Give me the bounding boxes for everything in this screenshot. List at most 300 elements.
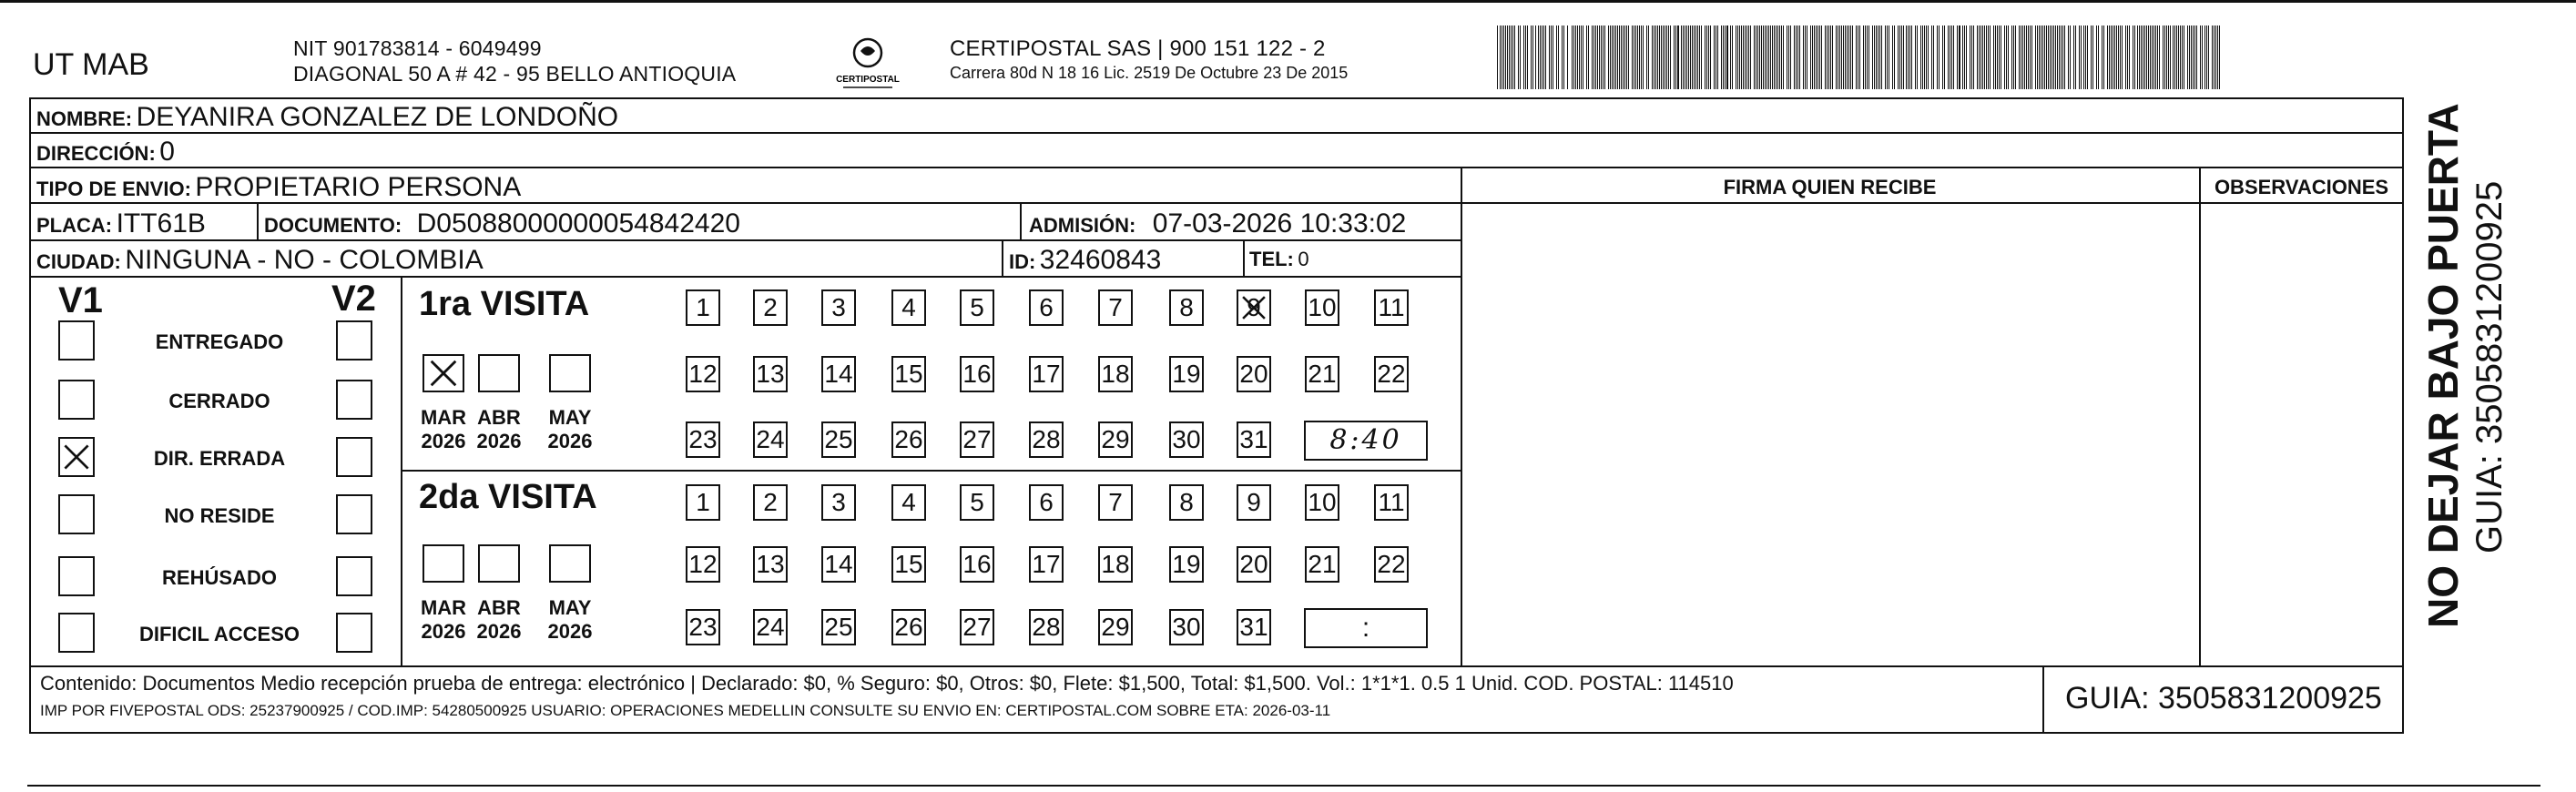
day-box[interactable] — [960, 609, 994, 645]
day-box[interactable] — [753, 356, 788, 392]
barcode-bar — [2037, 25, 2038, 89]
visit2-time[interactable] — [1304, 608, 1428, 648]
barcode-bar — [1497, 25, 1498, 89]
barcode-bar — [1783, 25, 1784, 89]
barcode-bar — [1765, 25, 1766, 89]
barcode-bar — [2137, 25, 2138, 89]
footer-contenido: Contenido: Documentos Medio recepción prueba de entrega: electrónico | Declarado: $0, % Seguro: $0, Otros: $0, Flete: $1,500, Total: $1,500. Vol.: 1*1*1. 0.5 1 Unid. COD. POSTAL: 114510 — [40, 672, 1734, 695]
month-year: 2026 — [547, 430, 593, 452]
day-box[interactable] — [686, 421, 720, 458]
day-box[interactable] — [821, 289, 856, 326]
day-number: 19 — [1172, 360, 1201, 388]
barcode-bar — [1805, 25, 1806, 89]
day-box[interactable] — [1305, 356, 1339, 392]
barcode-bar — [2116, 25, 2117, 89]
barcode-bar — [1959, 25, 1960, 89]
barcode-bar — [1971, 25, 1972, 89]
v1-checkbox[interactable] — [58, 613, 95, 653]
tel-field — [1249, 248, 1309, 271]
month-year: 2026 — [421, 620, 466, 643]
day-number: 28 — [1032, 613, 1061, 641]
barcode-bar — [2026, 25, 2027, 89]
barcode-bar — [1527, 25, 1528, 89]
barcode-bar — [1777, 25, 1778, 89]
barcode-bar — [1868, 25, 1869, 89]
barcode-bar — [1683, 25, 1684, 89]
barcode-bar — [1670, 25, 1671, 89]
barcode-bar — [1551, 25, 1552, 89]
barcode-bar — [1695, 25, 1696, 89]
barcode-bar — [2091, 25, 2092, 89]
barcode-bar — [2144, 25, 2145, 89]
barcode-bar — [2028, 25, 2029, 89]
day-box[interactable] — [1237, 609, 1271, 645]
company-name: UT MAB — [33, 47, 149, 82]
section-divider — [401, 470, 1461, 472]
v1-checkbox[interactable] — [58, 320, 95, 360]
day-number: 23 — [688, 613, 718, 641]
footer-guia: GUIA: 3505831200925 — [2065, 681, 2382, 716]
day-box[interactable] — [1029, 289, 1064, 326]
barcode-bar — [1708, 25, 1709, 89]
barcode-bar — [1549, 25, 1550, 89]
barcode-bar — [2031, 25, 2032, 89]
month-label — [413, 406, 473, 453]
barcode-bar — [1917, 25, 1918, 89]
barcode-bar — [1624, 25, 1625, 89]
day-box[interactable] — [753, 484, 788, 521]
day-box[interactable] — [960, 289, 994, 326]
barcode-bar — [1690, 25, 1691, 89]
day-box[interactable] — [1237, 356, 1271, 392]
footer-divider — [2042, 665, 2044, 734]
nombre-value: DEYANIRA GONZALEZ DE LONDOÑO — [136, 102, 619, 132]
barcode-bar — [1663, 25, 1664, 89]
barcode-bar — [1817, 25, 1818, 89]
barcode-bar — [1581, 25, 1582, 89]
day-box[interactable] — [1098, 546, 1133, 583]
direccion-field — [36, 137, 175, 168]
barcode-bar — [1726, 25, 1728, 89]
barcode-bar — [1911, 25, 1912, 89]
barcode-bar — [2139, 25, 2140, 89]
day-box[interactable] — [1169, 546, 1204, 583]
day-box[interactable] — [891, 356, 926, 392]
barcode-bar — [2214, 25, 2215, 89]
barcode-bar — [2059, 25, 2060, 89]
day-box[interactable] — [1305, 289, 1339, 326]
day-number: 10 — [1308, 488, 1337, 516]
barcode-bar — [1966, 25, 1967, 89]
barcode-bar — [2042, 25, 2043, 89]
barcode-bar — [1878, 25, 1879, 89]
v2-checkbox[interactable] — [336, 437, 372, 477]
barcode-bar — [1754, 25, 1755, 89]
day-box[interactable] — [1305, 546, 1339, 583]
barcode-bar — [2087, 25, 2088, 89]
day-box[interactable] — [960, 546, 994, 583]
barcode-bar — [1626, 25, 1627, 89]
barcode-bar — [1688, 25, 1689, 89]
barcode-bar — [2092, 25, 2093, 89]
day-box[interactable] — [753, 421, 788, 458]
day-number: 4 — [901, 488, 916, 516]
barcode-bar — [1859, 25, 1860, 89]
ciudad-field — [36, 245, 484, 276]
v1-checkbox[interactable] — [58, 437, 95, 477]
barcode-bar — [2073, 25, 2074, 89]
day-box[interactable] — [1237, 421, 1271, 458]
day-box[interactable] — [1305, 484, 1339, 521]
day-box[interactable] — [1029, 421, 1064, 458]
day-box[interactable] — [821, 484, 856, 521]
barcode-bar — [1763, 25, 1764, 89]
day-number: 21 — [1308, 550, 1337, 578]
barcode-bar — [1827, 25, 1828, 89]
barcode-bar — [2129, 25, 2130, 89]
day-box[interactable] — [1374, 289, 1409, 326]
id-label: ID: — [1009, 250, 1036, 273]
barcode-bar — [1514, 25, 1515, 89]
day-number: 21 — [1308, 360, 1337, 388]
barcode-bar — [1847, 25, 1848, 89]
month-label — [413, 596, 473, 644]
day-box[interactable] — [1237, 484, 1271, 521]
barcode-bar — [1881, 25, 1882, 89]
day-box[interactable] — [891, 609, 926, 645]
barcode-bar — [1505, 25, 1506, 89]
day-box[interactable] — [891, 546, 926, 583]
day-box[interactable] — [1374, 484, 1409, 521]
barcode-bar — [2164, 25, 2165, 89]
month-checkbox[interactable] — [478, 354, 520, 392]
day-box[interactable] — [821, 421, 856, 458]
barcode-bar — [1612, 25, 1613, 89]
day-box[interactable] — [1237, 546, 1271, 583]
barcode-bar — [2011, 25, 2012, 89]
tel-value: 0 — [1298, 248, 1309, 270]
barcode-bar — [2039, 25, 2040, 89]
barcode-bar — [1500, 25, 1501, 89]
barcode-bar — [1984, 25, 1985, 89]
barcode-bar — [2107, 25, 2108, 89]
day-number: 8 — [1179, 293, 1194, 321]
day-number: 6 — [1039, 488, 1054, 516]
barcode-bar — [1852, 25, 1853, 89]
id-field — [1009, 245, 1161, 276]
barcode-bar — [1803, 25, 1804, 89]
day-box[interactable] — [1098, 609, 1133, 645]
day-number: 20 — [1239, 360, 1268, 388]
barcode-bar — [1797, 25, 1798, 89]
month-label — [540, 596, 600, 644]
row-divider — [29, 276, 1461, 278]
admision-label: ADMISIÓN: — [1029, 214, 1136, 237]
barcode-bar — [2118, 25, 2119, 89]
day-number: 6 — [1039, 293, 1054, 321]
barcode-bar — [1746, 25, 1747, 89]
day-number: 5 — [970, 293, 984, 321]
day-number: 24 — [756, 613, 785, 641]
barcode-bar — [1717, 25, 1718, 89]
day-box[interactable] — [960, 484, 994, 521]
day-number: 4 — [901, 293, 916, 321]
day-number: 2 — [763, 488, 778, 516]
v2-checkbox[interactable] — [336, 556, 372, 596]
day-box[interactable] — [1029, 356, 1064, 392]
day-number: 30 — [1172, 613, 1201, 641]
barcode-bar — [1593, 25, 1594, 89]
day-box[interactable] — [891, 421, 926, 458]
day-box[interactable] — [1374, 356, 1409, 392]
v1-checkbox[interactable] — [58, 380, 95, 420]
barcode-bar — [1511, 25, 1512, 89]
barcode-bar — [1597, 25, 1598, 89]
barcode-bar — [1863, 25, 1864, 89]
barcode-bar — [1909, 25, 1910, 89]
firma-header: FIRMA QUIEN RECIBE — [1723, 176, 1937, 198]
day-number: 11 — [1378, 488, 1405, 516]
day-box[interactable] — [753, 289, 788, 326]
barcode-bar — [2191, 25, 2192, 89]
barcode-bar — [1759, 25, 1760, 89]
barcode-bar — [1623, 25, 1624, 89]
direccion-value: 0 — [159, 137, 175, 167]
barcode-bar — [1887, 25, 1888, 89]
barcode-bar — [1931, 25, 1932, 89]
side-warning: NO DEJAR BAJO PUERTA — [2419, 103, 2467, 628]
barcode-bar — [1799, 25, 1800, 89]
barcode-bar — [1641, 25, 1642, 89]
barcode-bar — [1819, 25, 1820, 89]
barcode-bar — [2122, 25, 2123, 89]
barcode-bar — [1699, 25, 1700, 89]
day-box[interactable] — [1169, 356, 1204, 392]
v2-checkbox[interactable] — [336, 613, 372, 653]
barcode-bar — [1604, 25, 1605, 89]
barcode-bar — [1761, 25, 1762, 89]
barcode-bar — [1951, 25, 1952, 89]
barcode-bar — [1901, 25, 1902, 89]
barcode-bar — [1639, 25, 1640, 89]
documento-field — [264, 208, 740, 239]
v2-checkbox[interactable] — [336, 494, 372, 534]
month-checkbox[interactable] — [423, 544, 464, 583]
day-box[interactable] — [686, 546, 720, 583]
month-checkbox[interactable] — [423, 354, 464, 392]
barcode-bar — [2046, 25, 2047, 89]
field-divider — [1020, 202, 1022, 239]
barcode-bar — [1776, 25, 1777, 89]
barcode-bar — [1677, 25, 1679, 89]
barcode-bar — [2062, 25, 2063, 89]
day-box[interactable] — [1169, 289, 1204, 326]
barcode-bar — [1821, 25, 1822, 89]
day-box[interactable] — [753, 546, 788, 583]
barcode-bar — [1906, 25, 1907, 89]
nombre-label: NOMBRE: — [36, 107, 133, 130]
barcode-bar — [2219, 25, 2220, 89]
month-checkbox[interactable] — [478, 544, 520, 583]
barcode-bar — [1937, 25, 1938, 89]
day-number: 27 — [962, 613, 992, 641]
barcode-bar — [1610, 25, 1611, 89]
barcode-bar — [2070, 25, 2071, 89]
barcode-bar — [2022, 25, 2023, 89]
barcode-bar — [1828, 25, 1829, 89]
day-number: 2 — [763, 293, 778, 321]
barcode-bar — [1770, 25, 1771, 89]
barcode-bar — [1674, 25, 1675, 89]
barcode-bar — [1915, 25, 1916, 89]
day-number: 1 — [696, 293, 710, 321]
day-box[interactable] — [1098, 421, 1133, 458]
ciudad-label: CIUDAD: — [36, 250, 121, 273]
day-box[interactable] — [1029, 484, 1064, 521]
v2-checkbox[interactable] — [336, 320, 372, 360]
barcode-bar — [2083, 25, 2084, 89]
barcode-bar — [2085, 25, 2086, 89]
barcode-bar — [2146, 25, 2147, 89]
month-checkbox[interactable] — [549, 544, 591, 583]
day-box[interactable] — [1169, 609, 1204, 645]
barcode-bar — [1885, 25, 1886, 89]
v2-checkbox[interactable] — [336, 380, 372, 420]
day-box[interactable] — [1098, 484, 1133, 521]
day-box[interactable] — [1237, 289, 1271, 326]
barcode-bar — [1982, 25, 1983, 89]
day-box[interactable] — [821, 356, 856, 392]
visit2-time-value: : — [1361, 613, 1370, 643]
v1-checkbox[interactable] — [58, 556, 95, 596]
day-number: 11 — [1378, 293, 1405, 321]
barcode-bar — [2024, 25, 2025, 89]
top-border — [0, 0, 2576, 3]
day-number: 15 — [894, 550, 923, 578]
barcode-bar — [1619, 25, 1620, 89]
barcode-bar — [1816, 25, 1817, 89]
barcode-bar — [1748, 25, 1749, 89]
footer-imp: IMP POR FIVEPOSTAL ODS: 25237900925 / COD.IMP: 54280500925 USUARIO: OPERACIONES MEDELLIN CONSULTE SU ENVIO EN: CERTIPOSTAL.COM SOBRE ETA: 2026-03-11 — [40, 702, 1331, 719]
barcode-bar — [2173, 25, 2174, 89]
barcode-bar — [1558, 25, 1559, 89]
barcode-bar — [2148, 25, 2149, 89]
day-number: 27 — [962, 425, 992, 453]
barcode-bar — [2109, 25, 2110, 89]
barcode-bar — [1599, 25, 1600, 89]
day-number: 12 — [688, 550, 718, 578]
barcode-bar — [2202, 25, 2203, 89]
day-box[interactable] — [891, 289, 926, 326]
day-box[interactable] — [686, 356, 720, 392]
barcode-bar — [1973, 25, 1974, 89]
day-box[interactable] — [1029, 609, 1064, 645]
day-number: 18 — [1101, 550, 1130, 578]
barcode-bar — [1988, 25, 1989, 89]
barcode-bar — [1675, 25, 1676, 89]
barcode-bar — [1592, 25, 1593, 89]
barcode-bar — [1714, 25, 1715, 89]
month-checkbox[interactable] — [549, 354, 591, 392]
day-box[interactable] — [686, 609, 720, 645]
day-number: 13 — [756, 550, 785, 578]
barcode-bar — [1920, 25, 1921, 89]
tipo-envio-value: PROPIETARIO PERSONA — [195, 172, 522, 202]
barcode-bar — [1962, 25, 1963, 89]
month-label — [469, 406, 529, 453]
visit1-time[interactable] — [1304, 421, 1428, 461]
barcode-bar — [1922, 25, 1923, 89]
barcode-bar — [1586, 25, 1587, 89]
barcode-bar — [2178, 25, 2179, 89]
day-box[interactable] — [1169, 484, 1204, 521]
day-number: 7 — [1108, 293, 1123, 321]
barcode-bar — [2008, 25, 2009, 89]
day-number: 23 — [688, 425, 718, 453]
barcode-bar — [1743, 25, 1744, 89]
v1-checkbox[interactable] — [58, 494, 95, 534]
day-box[interactable] — [686, 484, 720, 521]
day-box[interactable] — [1374, 546, 1409, 583]
field-divider — [1243, 239, 1245, 276]
barcode-bar — [2159, 25, 2160, 89]
day-box[interactable] — [821, 546, 856, 583]
month-name: MAY — [548, 596, 592, 619]
day-number: 13 — [756, 360, 785, 388]
barcode-bar — [1788, 25, 1789, 89]
day-box[interactable] — [960, 421, 994, 458]
barcode-bar — [1659, 25, 1660, 89]
day-box[interactable] — [1169, 421, 1204, 458]
barcode-bar — [1637, 25, 1638, 89]
day-box[interactable] — [891, 484, 926, 521]
day-box[interactable] — [686, 289, 720, 326]
company-address: DIAGONAL 50 A # 42 - 95 BELLO ANTIOQUIA — [293, 62, 737, 86]
barcode-bar — [1686, 25, 1687, 89]
day-number: 25 — [824, 613, 853, 641]
day-box[interactable] — [960, 356, 994, 392]
barcode-bar — [1520, 25, 1521, 89]
day-box[interactable] — [753, 609, 788, 645]
documento-value: D05088000000054842420 — [416, 208, 740, 239]
barcode-bar — [1993, 25, 1994, 89]
side-guia: GUIA: 3505831200925 — [2469, 180, 2510, 553]
day-number: 14 — [824, 550, 853, 578]
barcode-bar — [1588, 25, 1589, 89]
barcode-bar — [1542, 25, 1543, 89]
admision-value: 07-03-2026 10:33:02 — [1152, 208, 1407, 239]
barcode-bar — [2168, 25, 2169, 89]
field-divider — [1002, 239, 1003, 276]
v2-header: V2 — [331, 279, 376, 319]
barcode-bar — [1924, 25, 1925, 89]
barcode-bar — [2182, 25, 2183, 89]
barcode-bar — [2212, 25, 2213, 89]
month-label — [469, 596, 529, 644]
day-number: 26 — [894, 613, 923, 641]
month-label — [540, 406, 600, 453]
day-box[interactable] — [1098, 356, 1133, 392]
day-box[interactable] — [1098, 289, 1133, 326]
barcode-bar — [1681, 25, 1682, 89]
barcode-bar — [1572, 25, 1573, 89]
day-box[interactable] — [821, 609, 856, 645]
barcode-bar — [1692, 25, 1693, 89]
barcode-bar — [2127, 25, 2128, 89]
day-box[interactable] — [1029, 546, 1064, 583]
carrier-license: Carrera 80d N 18 16 Lic. 2519 De Octubre 23 De 2015 — [950, 64, 1349, 82]
barcode-bar — [1872, 25, 1873, 89]
